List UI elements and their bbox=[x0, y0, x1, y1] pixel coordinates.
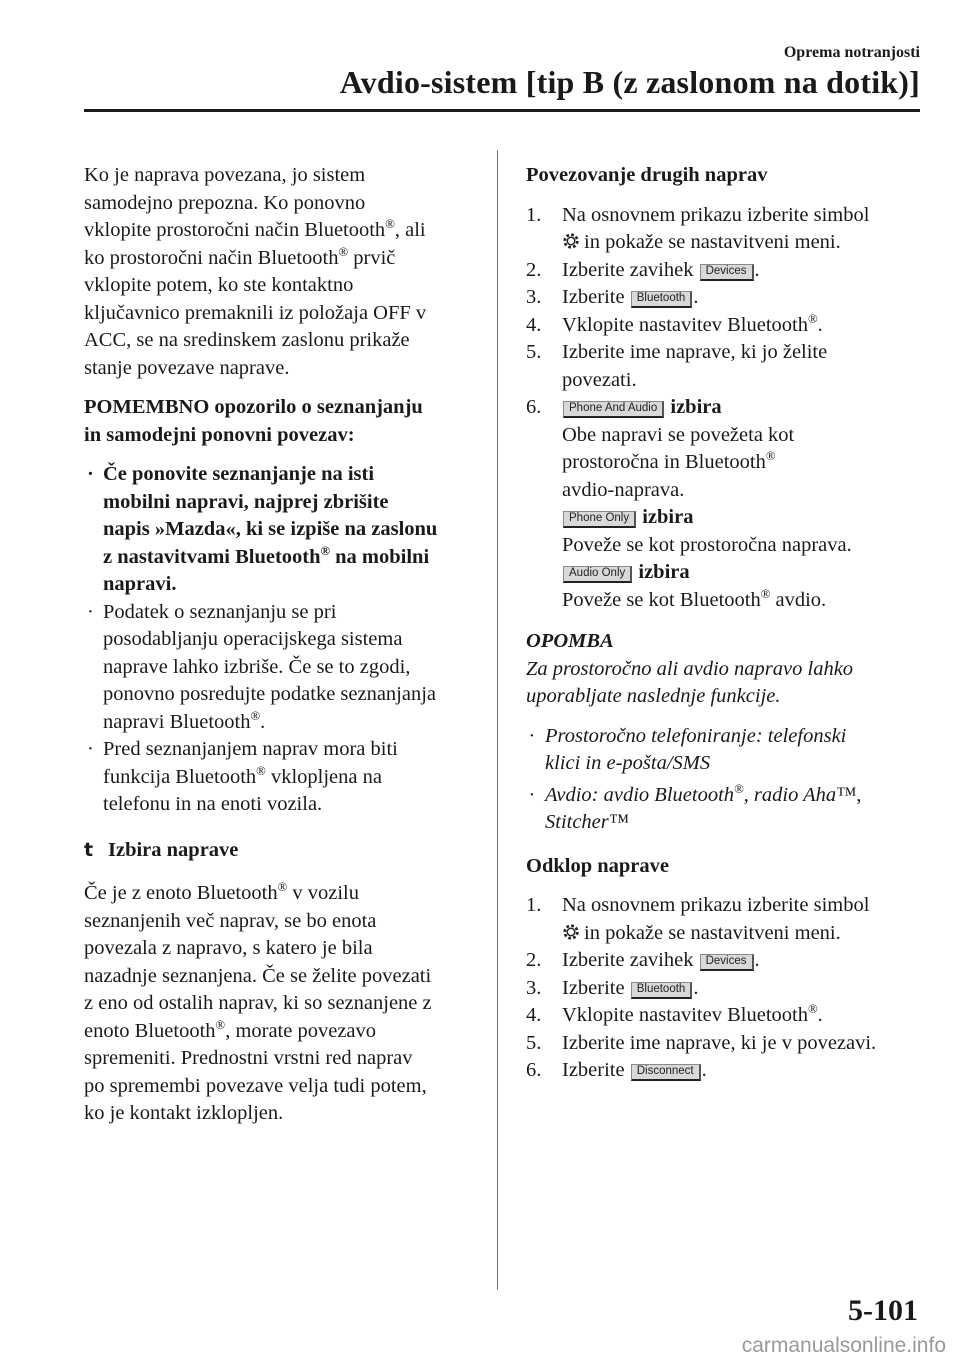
note-body: Za prostoročno ali avdio napravo lahko uporabljate naslednje funkcije. bbox=[526, 657, 854, 707]
disconnect-step-6: 6. Izberite Disconnect . bbox=[526, 1059, 707, 1081]
heading-disconnect: Odklop naprave bbox=[526, 854, 669, 877]
right-column bbox=[526, 162, 926, 1085]
devices-button[interactable]: Devices bbox=[700, 954, 754, 971]
warning-bullet-2: · Podatek o seznanjanju se pri posodabljanju operacijskega sistema naprave lahko izbriše. Če se to zgodi, ponovno posredujte podatke seznanjanja napravi Bluetooth®. bbox=[87, 600, 437, 733]
connect-step-4: 4. Vklopite nastavitev Bluetooth®. bbox=[526, 311, 823, 336]
note-bullet-2: · Avdio: avdio Bluetooth®, radio Aha™, Stitcher™ bbox=[529, 781, 862, 833]
connect-step-2: 2. Izberite zavihek Devices . bbox=[526, 258, 760, 281]
connect-step-6: 6. Phone And Audio izbira Obe napravi se povežeta kot prostoročna in Bluetooth® avdio-naprava. Phone Only izbira Poveže se kot prostoročna naprava. Audio Only izbira Poveže se kot Bluetooth® avdio. bbox=[526, 396, 852, 611]
gear-icon bbox=[562, 923, 580, 941]
heading-connect-other: Povezovanje drugih naprav bbox=[526, 164, 768, 186]
connect-step-1: 1. Na osnovnem prikazu izberite simbol in pokaže se nastavitveni meni. bbox=[526, 203, 870, 253]
warning-title: POMEMBNO opozorilo o seznanjanju in samodejni ponovni povezav: bbox=[84, 396, 423, 446]
subheading-device-select: t Izbira naprave bbox=[84, 837, 484, 865]
warning-bullet-3: · Pred seznanjanjem naprav mora biti funkcija Bluetooth® vklopljena na telefonu in na enoti vozila. bbox=[87, 738, 398, 815]
disconnect-step-2: 2. Izberite zavihek Devices . bbox=[526, 949, 760, 971]
phone-and-audio-button[interactable]: Phone And Audio bbox=[563, 401, 664, 418]
devices-button[interactable]: Devices bbox=[700, 264, 754, 281]
gear-icon bbox=[562, 232, 580, 250]
section-name: Oprema notranjosti bbox=[783, 44, 920, 61]
note-bullet-1: · Prostoročno telefoniranje: telefonski klici in e-pošta/SMS bbox=[529, 724, 847, 774]
phone-only-button[interactable]: Phone Only bbox=[563, 511, 636, 528]
column-divider bbox=[497, 150, 498, 1290]
connect-step-5: 5. Izberite ime naprave, ki jo želite povezati. bbox=[526, 341, 828, 391]
disconnect-step-4: 4. Vklopite nastavitev Bluetooth®. bbox=[526, 1002, 823, 1026]
audio-only-button[interactable]: Audio Only bbox=[563, 566, 632, 583]
page-number: 5-101 bbox=[848, 1294, 918, 1327]
disconnect-step-5: 5. Izberite ime naprave, ki je v povezavi. bbox=[526, 1031, 877, 1054]
title-rule bbox=[84, 109, 920, 112]
disconnect-button[interactable]: Disconnect bbox=[631, 1064, 701, 1081]
page-title: Avdio-sistem [tip B (z zaslonom na dotik)] bbox=[339, 64, 920, 100]
note-title: OPOMBA bbox=[526, 630, 614, 652]
bluetooth-button[interactable]: Bluetooth bbox=[631, 982, 693, 999]
section-marker-icon: t bbox=[84, 838, 94, 861]
left-column bbox=[84, 162, 484, 1128]
device-select-paragraph: Če je z enoto Bluetooth® v vozilu seznanjenih več naprav, se bo enota povezala z napravo, s katero je bila nazadnje seznanjena. Če se želite povezati z eno od ostalih naprav, ki so seznanjene z enoto Bluetooth®, morate povezavo spremeniti. Prednostni vrstni red naprav po spremembi povezave velja tudi potem, ko je kontakt izklopljen. bbox=[84, 880, 432, 1124]
watermark: carmanualsonline.info bbox=[741, 1334, 946, 1357]
disconnect-step-3: 3. Izberite Bluetooth . bbox=[526, 976, 699, 999]
bluetooth-button[interactable]: Bluetooth bbox=[631, 291, 693, 308]
disconnect-step-1: 1. Na osnovnem prikazu izberite simbol in pokaže se nastavitveni meni. bbox=[526, 894, 870, 944]
connect-step-3: 3. Izberite Bluetooth . bbox=[526, 286, 699, 308]
intro-paragraph: Ko je naprava povezana, jo sistem samodejno prepozna. Ko ponovno vklopite prostoročni način Bluetooth®, ali ko prostoročni način Bluetooth® prvič vklopite potem, ko ste kontaktno ključavnico premaknili iz položaja OFF v ACC, se na sredinskem zaslonu prikaže stanje povezave naprave. bbox=[84, 164, 427, 379]
warning-bullet-1: · Če ponovite seznanjanje na isti mobilni napravi, najprej zbrišite napis »Mazda«, ki se izpiše na zaslonu z nastavitvami Bluetooth® na mobilni napravi. bbox=[87, 463, 438, 595]
